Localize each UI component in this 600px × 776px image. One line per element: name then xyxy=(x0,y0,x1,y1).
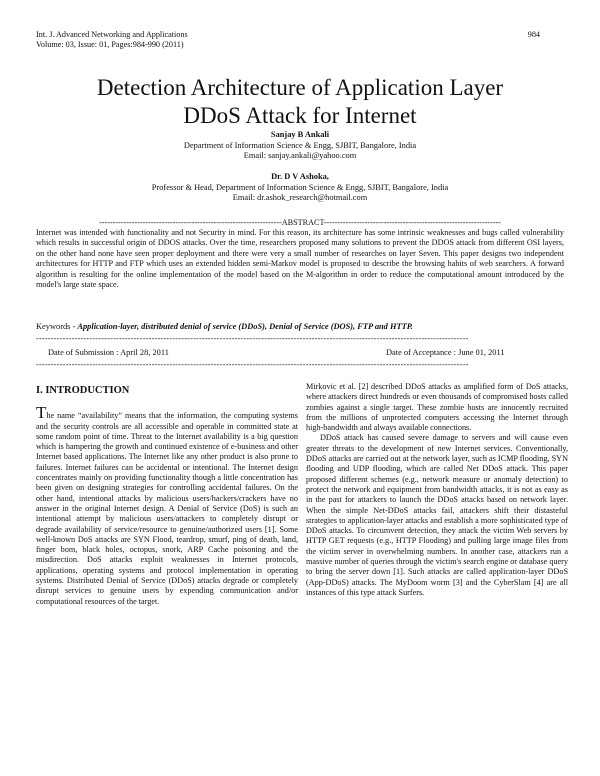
journal-line1: Int. J. Advanced Networking and Applications xyxy=(36,30,188,39)
left-column xyxy=(36,386,298,607)
dash-divider-2: -------------------------------------------------------------------------------------------------------------------------------------------------- xyxy=(36,360,469,369)
keywords-label: Keywords - xyxy=(36,322,78,331)
author-affiliation: Department of Information Science & Engg, SJBIT, Bangalore, India xyxy=(183,140,417,150)
intro-text: he name “availability” means that the information, the computing systems and the security controls are all accessible and operable in committed state at some random point of time. Threat to the Internet availability is a big question which is hampering the growth and continued existence of e-business and other Internet based applications. The Internet like any other product is also prone to failures. Internet failures can be accidental or intentional. The Internet design concentrates mainly on providing functionality though a little concentration has been given on designing strategies for controlling accidental failures. On the other hand, intentional attacks by malicious users/hackers/crackers have no answer in the original Internet design. A Denial of Service (DoS) is such an intentional attempt by malicious users/attackers to completely disrupt or degrade availability of service/resource to genuine/authorized users [1]. Some well-known DoS attacks are SYN Flood, teardrop, smurf, ping of death, land, finger bom, black holes, octopus, snork, ARP Cache poisoning and the misdirection. DoS attacks exploit weaknesses in Internet protocols, applications, operating systems and protocol implementation in operating systems. Distributed Denial of Service (DDoS) attacks degrade or completely disrupt services to genuine users by expending communication and/or computational resources of the target. xyxy=(36,411,298,606)
author-email: Email: dr.ashok_research@hotmail.com xyxy=(232,193,368,202)
author-email: Email: sanjay.ankali@yahoo.com xyxy=(243,151,357,160)
author-block-2 xyxy=(40,172,560,204)
keywords-list: Application-layer, distributed denial of service (DDoS), Denial of Service (DOS), FTP and HTTP. xyxy=(77,322,413,331)
drop-cap: T xyxy=(36,403,47,423)
author-name: Dr. D V Ashoka, xyxy=(271,172,329,181)
dash-divider-1: -------------------------------------------------------------------------------------------------------------------------------------------------- xyxy=(36,334,469,343)
author-affiliation: Professor & Head, Department of Information Science & Engg, SJBIT, Bangalore, India xyxy=(151,182,449,192)
author-name: Sanjay B Ankali xyxy=(270,130,330,139)
date-acceptance: Date of Acceptance : June 01, 2011 xyxy=(386,348,505,357)
title-line2: DDoS Attack for Internet xyxy=(183,103,417,128)
abstract-heading: -------------------------------------------------------------------ABSTRACT----------------------------------------------------------------- xyxy=(99,218,501,227)
section-heading: I. INTRODUCTION xyxy=(36,385,130,396)
journal-header xyxy=(36,30,188,50)
author-block-1 xyxy=(40,130,560,162)
right-column xyxy=(306,382,568,598)
journal-line2: Volume: 03, Issue: 01, Pages:984-990 (2011) xyxy=(36,40,184,49)
paragraph: DDoS attack has caused severe damage to servers and will cause even greater threats to the development of new Internet services. Conventionally, DDoS attacks are carried out at the network layer, such as ICMP flooding, SYN flooding and UDP flooding, which are called Net DDoS attack. This paper proposed different schemes (e.g., network measure or anomaly detection) to protect the network and equipment from bandwidth attacks, it is not as easy as in the past for attackers to launch the DDoS attacks based on network layer. When the simple Net-DDoS attacks fail, attackers shift their distasteful strategies to application-layer attacks and establish a more sophisticated type of DDoS attacks. To circumvent detection, they attack the victim Web servers by HTTP GET requests (e.g., HTTP Flooding) and pulling large image files from the victim server in overwhelming numbers. In another case, attackers run a massive number of queries through the victim's search engine or database query to bring the server down [1]. Such attacks are called application-layer DDoS (App-DDoS) attacks. The MyDoom worm [3] and the CyberSlam [4] are all instances of this type attack Surfers. xyxy=(306,433,568,597)
intro-paragraph xyxy=(36,403,298,607)
paragraph: Mirkovic et al. [2] described DDoS attacks as amplified form of DoS attacks, where attackers direct hundreds or even thousands of compromised hosts called zombies against a single target. These zombie hosts are innocently recruited from the millions of unprotected computers accessing the Internet through high-bandwidth and always available connections. xyxy=(306,382,568,433)
page-number: 984 xyxy=(527,30,540,39)
keywords xyxy=(36,322,564,331)
date-submission: Date of Submission : April 28, 2011 xyxy=(48,348,169,357)
title-line1: Detection Architecture of Application Layer xyxy=(96,75,504,100)
paper-title xyxy=(40,74,560,130)
abstract-text: Internet was intended with functionality and not Security in mind. For this reason, its architecture has some intrinsic weaknesses and bugs called vulnerability which results in successful origin of DDOS attacks. Over the time, researchers proposed many solutions to prevent the DDOS attack from different OSI layers, on the other hand none have seen proper deployment and there were very a small number of researches on layer Seven. This paper designs two independent architectures for HTTP and FTP which uses an extended hidden semi-Markov model is proposed to describe the browsing habits of web searchers. A forward algorithm is resulting for the online implementation of the model based on the M-algorithm in order to reduce the computational amount introduced by the model's large state space. xyxy=(36,228,564,290)
